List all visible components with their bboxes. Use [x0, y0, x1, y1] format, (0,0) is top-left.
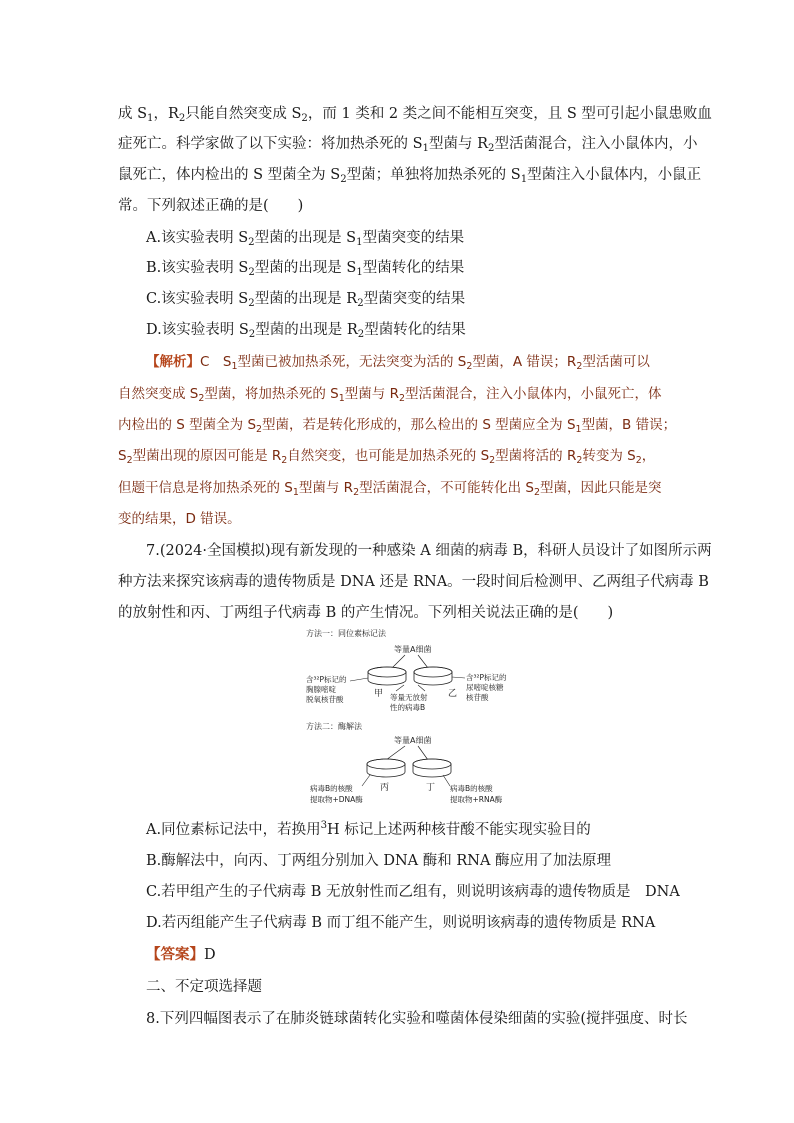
q6-explanation-line-6: 变的结果，D 错误。 — [118, 511, 241, 527]
dish-yi — [414, 667, 452, 685]
dish-ding — [413, 759, 451, 777]
q6-stem-line-4: 常。下列叙述正确的是( ) — [118, 198, 304, 214]
q7-stem-line-3: 的放射性和丙、丁两组子代病毒 B 的产生情况。下列相关说法正确的是( ) — [118, 605, 614, 621]
q6-option-a: A.该实验表明 $S_2$型菌的出现是 $S_1$型菌突变的结果 — [146, 230, 465, 248]
q7-option-c: C.若甲组产生的子代病毒 B 无放射性而乙组有，则说明该病毒的遗传物质是 DNA — [146, 884, 680, 900]
q6-option-b: B.该实验表明 $S_2$型菌的出现是 $S_1$型菌转化的结果 — [146, 260, 465, 278]
q6-explanation-line-1: 【解析】C $S_1$型菌已被加热杀死，无法突变为活的 $S_2$型菌，A 错误；$R_2$型活菌可以 — [146, 354, 650, 372]
left-label-line-2: 胸腺嘧啶 — [306, 685, 336, 694]
method2-top-label: 等量A细菌 — [394, 736, 432, 745]
left-label2-line-1: 病毒B的核酸 — [310, 784, 353, 793]
left-label2-line-2: 提取物+DNA酶 — [310, 795, 363, 804]
q7-answer — [146, 945, 216, 965]
dish-jia — [368, 667, 406, 685]
q6-explanation-line-5: 但题干信息是将加热杀死的 $S_1$型菌与 $R_2$型活菌混合，不可能转化出 $S_2$型菌，因此只能是突 — [118, 480, 662, 498]
explanation-tag: 【解析】 — [146, 354, 200, 370]
dish-bing-label: 丙 — [380, 783, 390, 793]
answer-value: D — [204, 947, 216, 963]
q6-explanation-line-3: 内检出的 S 型菌全为 $S_2$型菌，若是转化形成的，那么检出的 S 型菌应全为 $S_1$型菌，B 错误； — [118, 417, 677, 435]
left-label-line-1: 含³²P标记的 — [306, 675, 347, 684]
right-label2-line-2: 提取物+RNA酶 — [450, 795, 503, 804]
q6-stem-line-2: 症死亡。科学家做了以下实验：将加热杀死的 $S_1$型菌与 $R_2$型活菌混合，注入小鼠体内，小 — [118, 136, 698, 154]
middle-label-line-2: 性的病毒B — [390, 703, 426, 712]
method1-top-label: 等量A细菌 — [394, 645, 432, 654]
right-label-line-2: 尿嘧啶核糖 — [466, 683, 504, 692]
method2-label: 方法二：酶解法 — [306, 722, 362, 731]
method1-label: 方法一：同位素标记法 — [306, 629, 386, 638]
right-label2-line-1: 病毒B的核酸 — [450, 784, 493, 793]
q6-stem-line-1: 成 $S_1$，$R_2$只能自然突变成 $S_2$，而 1 类和 2 类之间不能相互突变，且 S 型可引起小鼠患败血 — [118, 106, 712, 124]
q6-stem-line-3: 鼠死亡，体内检出的 S 型菌全为 $S_2$型菌；单独将加热杀死的 $S_1$型菌注入小鼠体内，小鼠正 — [118, 167, 702, 185]
q7-stem-line-1: 7.(2024·全国模拟)现有新发现的一种感染 A 细菌的病毒 B，科研人员设计了如图所示两 — [146, 543, 712, 559]
q6-explanation-line-2: 自然突变成 $S_2$型菌，将加热杀死的 $S_1$型菌与 $R_2$型活菌混合，注入小鼠体内，小鼠死亡，体 — [118, 386, 662, 404]
q6-option-c: C.该实验表明 $S_2$型菌的出现是 $R_2$型菌突变的结果 — [146, 291, 466, 309]
dish-jia-label: 甲 — [374, 689, 384, 699]
right-label-line-1: 含³²P标记的 — [466, 673, 507, 682]
answer-tag: 【答案】 — [146, 946, 204, 963]
middle-label-line-1: 等量无放射 — [390, 693, 428, 702]
q7-option-a: A.同位素标记法中，若换用$^3$H 标记上述两种核苷酸不能实现实验目的 — [146, 820, 591, 838]
q6-explanation-line-4: $S_2$型菌出现的原因可能是 $R_2$自然突变，也可能是加热杀死的 $S_2$型菌将活的 $R_2$转变为 $S_2$， — [118, 448, 656, 466]
section-heading: 二、不定项选择题 — [146, 979, 262, 995]
dish-yi-label: 乙 — [448, 689, 458, 699]
q8-stem-line-1: 8.下列四幅图表示了在肺炎链球菌转化实验和噬菌体侵染细菌的实验(搅拌强度、时长 — [146, 1011, 688, 1027]
q7-option-d: D.若丙组能产生子代病毒 B 而丁组不能产生，则说明该病毒的遗传物质是 RNA — [146, 915, 656, 931]
q7-stem-line-2: 种方法来探究该病毒的遗传物质是 DNA 还是 RNA。一段时间后检测甲、乙两组子代病毒 B — [118, 574, 709, 590]
dish-bing — [367, 759, 405, 777]
experiment-diagram — [300, 626, 540, 816]
q6-option-d: D.该实验表明 $S_2$型菌的出现是 $R_2$型菌转化的结果 — [146, 322, 466, 340]
q7-option-b: B.酶解法中，向丙、丁两组分别加入 DNA 酶和 RNA 酶应用了加法原理 — [146, 853, 612, 869]
right-label-line-3: 核苷酸 — [466, 693, 489, 702]
dish-ding-label: 丁 — [426, 783, 436, 793]
left-label-line-3: 脱氧核苷酸 — [306, 695, 344, 704]
